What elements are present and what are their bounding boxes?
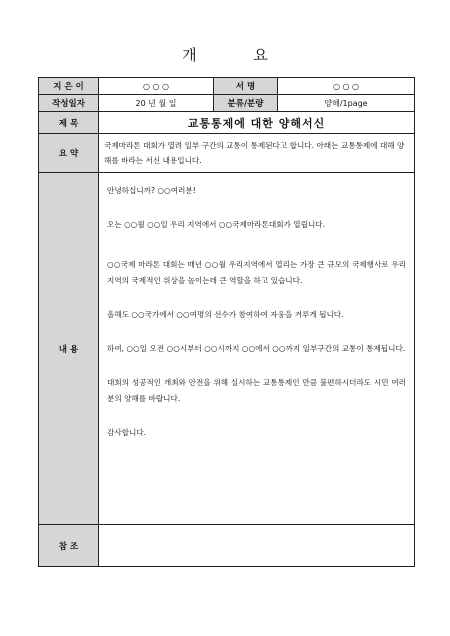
category-value[interactable]: 양해/1page [278, 95, 415, 112]
content-paragraph: 오는 ○○월 ○○일 우리 지역에서 ○○국제마라톤대회가 열립니다. [107, 220, 326, 229]
content-paragraph: 하여, ○○일 오전 ○○시부터 ○○시까지 ○○에서 ○○까지 일부구간의 교통이 통제됩니다. [107, 344, 406, 353]
content-body[interactable] [99, 173, 415, 525]
page-title: 개 요 [182, 46, 294, 64]
subject-value[interactable]: 교통통제에 대한 양해서신 [99, 112, 415, 134]
signature-label: 서 명 [214, 78, 278, 95]
reference-value[interactable] [99, 525, 415, 567]
subject-label: 제 목 [39, 112, 99, 134]
date-value[interactable]: 20 년 월 일 [99, 95, 214, 112]
content-label: 내 용 [39, 173, 99, 525]
content-paragraph: 대회의 성공적인 개최와 안전을 위해 실시하는 교통통제인 만큼 불편하시더라도 시민 여러분의 양해를 바랍니다. [107, 378, 406, 403]
document-form [38, 77, 415, 567]
content-paragraph: ○○국제 마라톤 대회는 매년 ○○월 우리지역에서 열리는 가장 큰 규모의 국제행사로 우리 지역의 국제적인 위상을 높이는데 큰 역할을 하고 있습니다. [107, 260, 406, 285]
author-value[interactable]: ○ ○ ○ [99, 78, 214, 95]
author-label: 지 은 이 [39, 78, 99, 95]
content-paragraph: 감사합니다. [107, 428, 147, 437]
reference-label: 참 조 [39, 525, 99, 567]
summary-value[interactable]: 국제마라톤 대회가 열려 일부 구간의 교통이 통제된다고 합니다. 아래는 교통통제에 대해 양해를 바라는 서신 내용입니다. [99, 134, 415, 173]
category-label: 분류/분량 [214, 95, 278, 112]
summary-label: 요 약 [39, 134, 99, 173]
signature-value[interactable]: ○ ○ ○ [278, 78, 415, 95]
content-paragraph: 올해도 ○○국가에서 ○○여명의 선수가 참여하여 자웅을 겨루게 됩니다. [107, 310, 344, 319]
date-label: 작성일자 [39, 95, 99, 112]
content-paragraph: 안녕하십니까? ○○여러분! [107, 186, 196, 195]
